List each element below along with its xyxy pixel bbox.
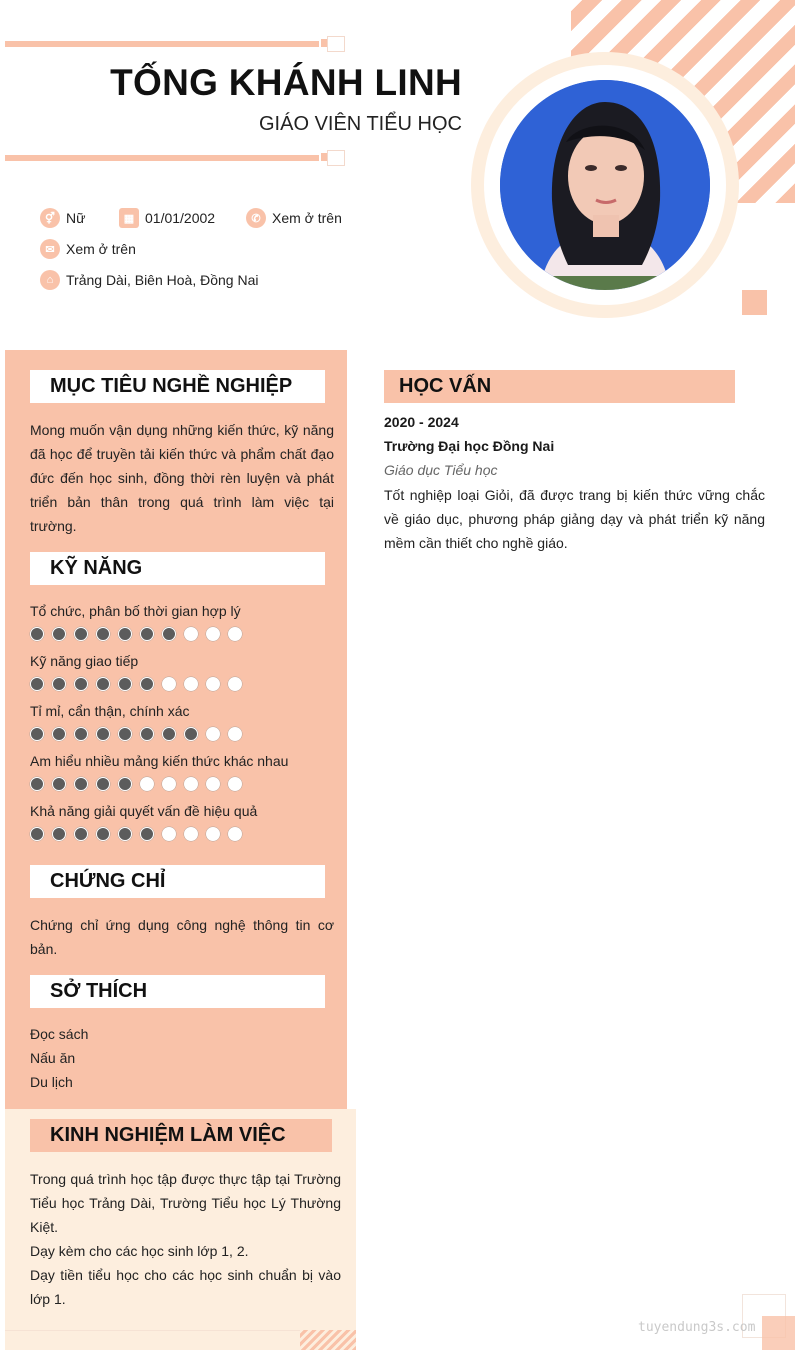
- certificates-text: Chứng chỉ ứng dụng công nghệ thông tin cơ bản.: [30, 917, 334, 957]
- skill-rating: [30, 777, 250, 791]
- skill-label: Am hiểu nhiều mảng kiến thức khác nhau: [30, 753, 289, 769]
- rating-dot-empty: [228, 627, 242, 641]
- rating-dot-filled: [118, 677, 132, 691]
- rating-dot-filled: [162, 627, 176, 641]
- gender-icon: ⚥: [40, 208, 60, 228]
- rating-dot-empty: [206, 627, 220, 641]
- info-email: [40, 239, 136, 259]
- objective-text: Mong muốn vận dụng những kiến thức, kỹ năng đã học để truyền tải kiến thức và phẩm chất đạo đức đến học sinh, đồng thời rèn luyện và phát triển bản thân trong quá trình làm việc tại trường.: [30, 422, 334, 534]
- header-line-bottom: [5, 155, 325, 161]
- skill-rating: [30, 727, 250, 741]
- experience-line: Dạy tiền tiểu học cho các học sinh chuẩn bị vào lớp 1.: [30, 1267, 341, 1307]
- education-school: Trường Đại học Đồng Nai: [384, 438, 555, 454]
- skill-label: Tổ chức, phân bố thời gian hợp lý: [30, 603, 241, 619]
- rating-dot-filled: [96, 777, 110, 791]
- experience-heading: KINH NGHIỆM LÀM VIỆC: [30, 1119, 332, 1152]
- rating-dot-empty: [184, 627, 198, 641]
- rating-dot-empty: [228, 727, 242, 741]
- rating-dot-empty: [206, 777, 220, 791]
- hobby-item: Đọc sách: [30, 1026, 89, 1042]
- skill-label: Tỉ mỉ, cẩn thận, chính xác: [30, 703, 190, 719]
- rating-dot-filled: [52, 727, 66, 741]
- skill-label: Kỹ năng giao tiếp: [30, 653, 139, 669]
- info-birthday-value: 01/01/2002: [145, 210, 216, 226]
- info-email-value: Xem ở trên: [66, 241, 136, 257]
- rating-dot-filled: [96, 827, 110, 841]
- rating-dot-filled: [184, 727, 198, 741]
- rating-dot-filled: [118, 727, 132, 741]
- info-phone: [246, 208, 342, 228]
- hobby-item: Nấu ăn: [30, 1050, 76, 1066]
- rating-dot-filled: [140, 727, 154, 741]
- hobby-item: Du lịch: [30, 1074, 73, 1090]
- skill-rating: [30, 627, 250, 641]
- rating-dot-filled: [162, 727, 176, 741]
- rating-dot-filled: [96, 727, 110, 741]
- rating-dot-empty: [184, 677, 198, 691]
- corner-square-decoration: [762, 1316, 795, 1350]
- rating-dot-filled: [52, 777, 66, 791]
- rating-dot-empty: [162, 827, 176, 841]
- rating-dot-filled: [118, 827, 132, 841]
- phone-icon: ✆: [246, 208, 266, 228]
- rating-dot-empty: [206, 727, 220, 741]
- education-heading: HỌC VẤN: [384, 370, 735, 403]
- candidate-name: TỐNG KHÁNH LINH: [110, 62, 462, 103]
- header-line-top: [5, 41, 325, 47]
- calendar-icon: ▦: [119, 208, 139, 228]
- rating-dot-empty: [206, 827, 220, 841]
- education-period: 2020 - 2024: [384, 414, 459, 430]
- rating-dot-empty: [184, 827, 198, 841]
- decor-square: [742, 290, 767, 315]
- rating-dot-empty: [162, 777, 176, 791]
- rating-dot-filled: [96, 677, 110, 691]
- hobbies-heading: SỞ THÍCH: [30, 975, 325, 1008]
- rating-dot-filled: [140, 627, 154, 641]
- home-icon: ⌂: [40, 270, 60, 290]
- experience-line: Trong quá trình học tập được thực tập tại Trường Tiểu học Trảng Dài, Trường Tiểu học Lý Thường Kiệt.: [30, 1171, 341, 1235]
- info-address: [40, 270, 258, 290]
- experience-stripes-decoration: [300, 1330, 356, 1350]
- rating-dot-filled: [52, 827, 66, 841]
- rating-dot-filled: [74, 627, 88, 641]
- rating-dot-filled: [30, 677, 44, 691]
- rating-dot-empty: [228, 677, 242, 691]
- rating-dot-filled: [140, 677, 154, 691]
- info-gender-value: Nữ: [66, 210, 86, 226]
- info-birthday: [119, 208, 215, 228]
- rating-dot-filled: [74, 827, 88, 841]
- profile-photo: [500, 80, 710, 290]
- education-description: Tốt nghiệp loại Giỏi, đã được trang bị kiến thức vững chắc về giáo dục, phương pháp giảng dạy và phát triển kỹ năng mềm cần thiết cho nghề giáo.: [384, 487, 765, 551]
- skills-heading: KỸ NĂNG: [30, 552, 325, 585]
- rating-dot-filled: [96, 627, 110, 641]
- education-major: Giáo dục Tiểu học: [384, 462, 498, 478]
- objective-heading: MỤC TIÊU NGHỀ NGHIỆP: [30, 370, 325, 403]
- rating-dot-empty: [228, 827, 242, 841]
- info-phone-value: Xem ở trên: [272, 210, 342, 226]
- rating-dot-empty: [184, 777, 198, 791]
- candidate-job-title: GIÁO VIÊN TIỂU HỌC: [259, 113, 462, 135]
- skill-rating: [30, 677, 250, 691]
- skill-label: Khả năng giải quyết vấn đề hiệu quả: [30, 803, 258, 819]
- profile-photo-illustration: [500, 80, 710, 290]
- rating-dot-filled: [74, 677, 88, 691]
- rating-dot-filled: [30, 827, 44, 841]
- certificates-heading: CHỨNG CHỈ: [30, 865, 325, 898]
- rating-dot-filled: [30, 777, 44, 791]
- rating-dot-empty: [206, 677, 220, 691]
- rating-dot-filled: [118, 627, 132, 641]
- rating-dot-filled: [52, 627, 66, 641]
- info-gender: [40, 208, 85, 228]
- rating-dot-empty: [140, 777, 154, 791]
- experience-divider: [5, 1330, 300, 1331]
- watermark: tuyendung3s.com: [638, 1320, 756, 1335]
- email-icon: ✉: [40, 239, 60, 259]
- rating-dot-filled: [140, 827, 154, 841]
- skill-rating: [30, 827, 250, 841]
- rating-dot-filled: [52, 677, 66, 691]
- rating-dot-filled: [30, 627, 44, 641]
- rating-dot-empty: [228, 777, 242, 791]
- rating-dot-empty: [162, 677, 176, 691]
- rating-dot-filled: [30, 727, 44, 741]
- rating-dot-filled: [74, 777, 88, 791]
- rating-dot-filled: [118, 777, 132, 791]
- info-address-value: Trảng Dài, Biên Hoà, Đồng Nai: [66, 272, 259, 288]
- rating-dot-filled: [74, 727, 88, 741]
- experience-line: Dạy kèm cho các học sinh lớp 1, 2.: [30, 1243, 249, 1259]
